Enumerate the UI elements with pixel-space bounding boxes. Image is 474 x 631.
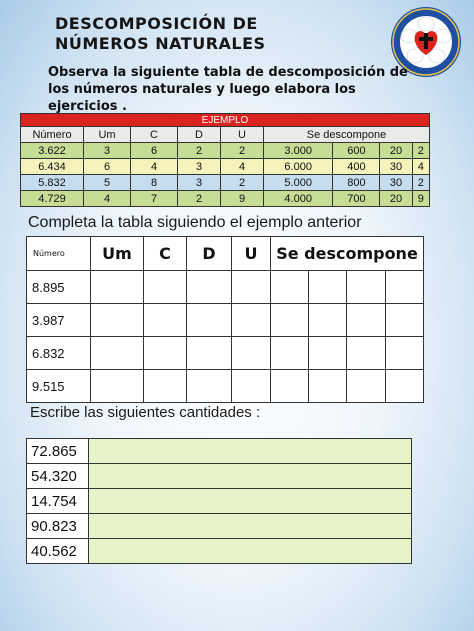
cell: 600 bbox=[333, 143, 380, 159]
cell: 700 bbox=[333, 191, 380, 207]
table-row bbox=[21, 191, 430, 207]
page-title: DESCOMPOSICIÓN DE NÚMEROS NATURALES bbox=[55, 14, 266, 53]
answer-cell[interactable] bbox=[232, 370, 271, 403]
number-cell: 6.832 bbox=[27, 337, 91, 370]
answer-cell[interactable] bbox=[309, 304, 347, 337]
exercise-table bbox=[26, 236, 424, 403]
answer-cell[interactable] bbox=[144, 304, 187, 337]
cell: 3.000 bbox=[264, 143, 333, 159]
table-row bbox=[27, 304, 424, 337]
table-row bbox=[21, 159, 430, 175]
number-cell: 3.987 bbox=[27, 304, 91, 337]
answer-cell[interactable] bbox=[91, 271, 144, 304]
col-u: U bbox=[232, 237, 271, 271]
answer-cell[interactable] bbox=[91, 304, 144, 337]
answer-cell[interactable] bbox=[144, 370, 187, 403]
answer-field[interactable] bbox=[89, 489, 412, 514]
cell: 20 bbox=[380, 143, 412, 159]
col-numero: Número bbox=[21, 127, 84, 143]
cell: 6.000 bbox=[264, 159, 333, 175]
cell: 4.000 bbox=[264, 191, 333, 207]
cell: 8 bbox=[131, 175, 178, 191]
col-um: Um bbox=[84, 127, 131, 143]
write-instruction: Escribe las siguientes cantidades : bbox=[30, 404, 261, 421]
answer-cell[interactable] bbox=[385, 370, 423, 403]
answer-cell[interactable] bbox=[309, 271, 347, 304]
cell: 2 bbox=[221, 175, 264, 191]
cell: 400 bbox=[333, 159, 380, 175]
write-table bbox=[26, 438, 412, 564]
answer-field[interactable] bbox=[89, 439, 412, 464]
cell: 3 bbox=[84, 143, 131, 159]
quantity-cell: 14.754 bbox=[27, 489, 89, 514]
number-cell: 8.895 bbox=[27, 271, 91, 304]
col-se-descompone: Se descompone bbox=[264, 127, 430, 143]
cell: 5.832 bbox=[21, 175, 84, 191]
table-row bbox=[27, 370, 424, 403]
answer-cell[interactable] bbox=[144, 271, 187, 304]
cell: 2 bbox=[178, 143, 221, 159]
cell: 6 bbox=[84, 159, 131, 175]
col-um: Um bbox=[91, 237, 144, 271]
col-d: D bbox=[178, 127, 221, 143]
answer-field[interactable] bbox=[89, 464, 412, 489]
cell: 30 bbox=[380, 159, 412, 175]
example-banner: EJEMPLO bbox=[21, 114, 430, 127]
cell: 800 bbox=[333, 175, 380, 191]
col-d: D bbox=[187, 237, 232, 271]
table-row bbox=[21, 175, 430, 191]
answer-cell[interactable] bbox=[187, 304, 232, 337]
quantity-cell: 72.865 bbox=[27, 439, 89, 464]
cell: 5.000 bbox=[264, 175, 333, 191]
col-numero: Número bbox=[27, 237, 91, 271]
cell: 4 bbox=[221, 159, 264, 175]
answer-cell[interactable] bbox=[232, 337, 271, 370]
col-se-descompone: Se descompone bbox=[271, 237, 424, 271]
answer-cell[interactable] bbox=[144, 337, 187, 370]
answer-cell[interactable] bbox=[271, 271, 309, 304]
exercise-instruction: Completa la tabla siguiendo el ejemplo anterior bbox=[28, 214, 362, 231]
col-c: C bbox=[131, 127, 178, 143]
answer-field[interactable] bbox=[89, 539, 412, 564]
cell: 7 bbox=[131, 191, 178, 207]
answer-cell[interactable] bbox=[271, 370, 309, 403]
table-row bbox=[27, 539, 412, 564]
cell: 2 bbox=[178, 191, 221, 207]
table-row bbox=[27, 439, 412, 464]
instructions-text: Observa la siguiente tabla de descomposición de los números naturales y luego elabora los ejercicios . bbox=[48, 65, 408, 114]
quantity-cell: 90.823 bbox=[27, 514, 89, 539]
answer-cell[interactable] bbox=[385, 337, 423, 370]
table-row bbox=[27, 464, 412, 489]
answer-cell[interactable] bbox=[91, 370, 144, 403]
quantity-cell: 54.320 bbox=[27, 464, 89, 489]
answer-cell[interactable] bbox=[347, 304, 385, 337]
cell: 3.622 bbox=[21, 143, 84, 159]
col-c: C bbox=[144, 237, 187, 271]
table-row bbox=[27, 337, 424, 370]
answer-cell[interactable] bbox=[347, 271, 385, 304]
example-table bbox=[20, 113, 430, 207]
answer-cell[interactable] bbox=[187, 271, 232, 304]
answer-cell[interactable] bbox=[385, 271, 423, 304]
answer-cell[interactable] bbox=[187, 337, 232, 370]
answer-cell[interactable] bbox=[309, 337, 347, 370]
answer-cell[interactable] bbox=[187, 370, 232, 403]
answer-cell[interactable] bbox=[347, 370, 385, 403]
cell: 6 bbox=[131, 143, 178, 159]
cell: 5 bbox=[84, 175, 131, 191]
cell: 9 bbox=[412, 191, 429, 207]
cell: 9 bbox=[221, 191, 264, 207]
number-cell: 9.515 bbox=[27, 370, 91, 403]
table-row bbox=[21, 143, 430, 159]
answer-cell[interactable] bbox=[91, 337, 144, 370]
cell: 4.729 bbox=[21, 191, 84, 207]
cell: 2 bbox=[221, 143, 264, 159]
answer-cell[interactable] bbox=[309, 370, 347, 403]
answer-cell[interactable] bbox=[232, 271, 271, 304]
cell: 4 bbox=[84, 191, 131, 207]
quantity-cell: 40.562 bbox=[27, 539, 89, 564]
table-row bbox=[27, 271, 424, 304]
cell: 2 bbox=[412, 143, 429, 159]
cell: 30 bbox=[380, 175, 412, 191]
cell: 3 bbox=[178, 175, 221, 191]
answer-cell[interactable] bbox=[271, 304, 309, 337]
cell: 3 bbox=[178, 159, 221, 175]
cell: 6.434 bbox=[21, 159, 84, 175]
cell: 20 bbox=[380, 191, 412, 207]
answer-cell[interactable] bbox=[385, 304, 423, 337]
table-row bbox=[27, 514, 412, 539]
cell: 4 bbox=[131, 159, 178, 175]
col-u: U bbox=[221, 127, 264, 143]
cell: 2 bbox=[412, 175, 429, 191]
answer-cell[interactable] bbox=[232, 304, 271, 337]
answer-cell[interactable] bbox=[271, 337, 309, 370]
cell: 4 bbox=[412, 159, 429, 175]
answer-cell[interactable] bbox=[347, 337, 385, 370]
answer-field[interactable] bbox=[89, 514, 412, 539]
table-row bbox=[27, 489, 412, 514]
